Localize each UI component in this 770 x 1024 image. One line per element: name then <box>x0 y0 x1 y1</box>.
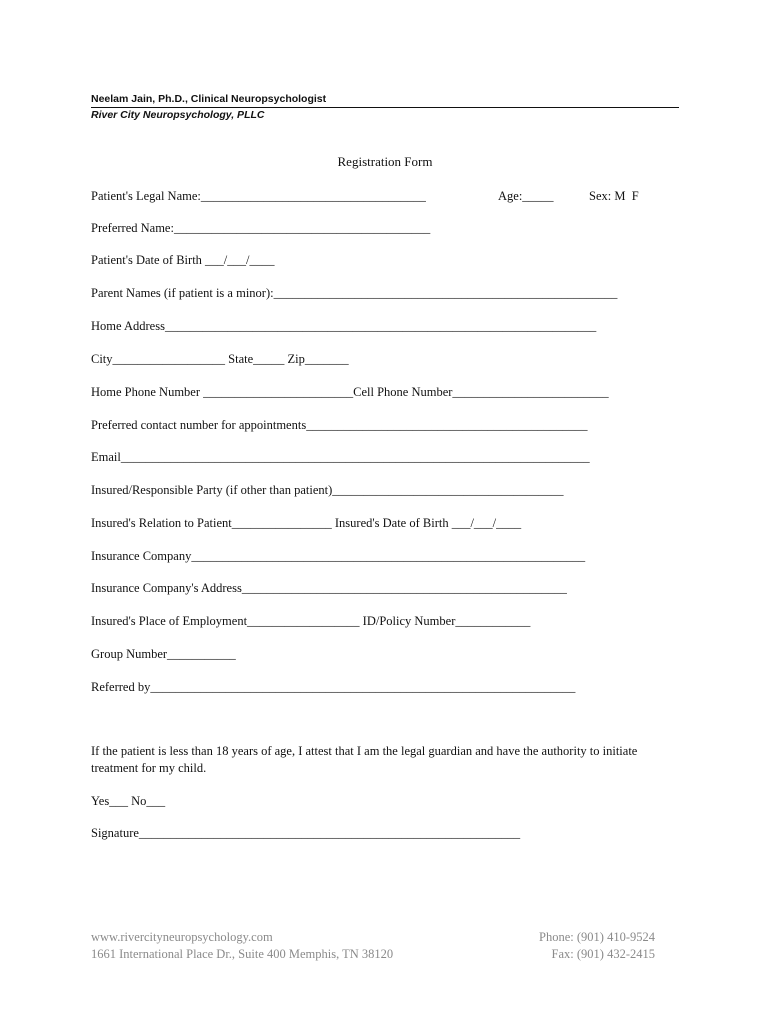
insured-party-field[interactable]: Insured/Responsible Party (if other than patient)_____________________________________ <box>91 483 564 497</box>
preferred-name-field[interactable]: Preferred Name:_________________________________________ <box>91 221 431 235</box>
website-link[interactable]: www.rivercityneuropsychology.com <box>91 930 273 944</box>
guardian-attestation: If the patient is less than 18 years of age, I attest that I am the legal guardian and have the authority to initiate treatment for my child. <box>91 744 638 775</box>
practice-name: River City Neuropsychology, PLLC <box>91 109 265 121</box>
footer-contact <box>91 929 393 963</box>
group-number-field[interactable]: Group Number___________ <box>91 647 236 661</box>
referred-by-field[interactable]: Referred by____________________________________________________________________ <box>91 680 576 694</box>
doctor-name: Neelam Jain, Ph.D., Clinical Neuropsychologist <box>91 93 679 108</box>
form-title: Registration Form <box>337 154 433 169</box>
footer-phones <box>539 929 655 963</box>
yes-no-field[interactable]: Yes___ No___ <box>91 794 166 808</box>
age-field[interactable]: Age:_____ <box>498 189 554 203</box>
fax-number: Fax: (901) 432-2415 <box>551 947 655 961</box>
parent-names-field[interactable]: Parent Names (if patient is a minor):_______________________________________________________ <box>91 286 618 300</box>
home-address-field[interactable]: Home Address_____________________________________________________________________ <box>91 319 597 333</box>
sex-field[interactable]: Sex: M F <box>589 189 639 203</box>
city-state-zip-field[interactable]: City__________________ State_____ Zip_______ <box>91 352 349 366</box>
dob-field[interactable]: Patient's Date of Birth ___/___/____ <box>91 253 275 267</box>
insurance-company-field[interactable]: Insurance Company_______________________________________________________________ <box>91 549 586 563</box>
insurance-address-field[interactable]: Insurance Company's Address____________________________________________________ <box>91 581 567 595</box>
phone-number: Phone: (901) 410-9524 <box>539 930 655 944</box>
signature-field[interactable]: Signature_____________________________________________________________ <box>91 826 521 840</box>
employment-policy-field[interactable]: Insured's Place of Employment__________________ ID/Policy Number____________ <box>91 614 531 628</box>
legal-name-field[interactable]: Patient's Legal Name:____________________________________ <box>91 189 426 203</box>
preferred-contact-field[interactable]: Preferred contact number for appointments_____________________________________________ <box>91 418 588 432</box>
email-field[interactable]: Email___________________________________________________________________________ <box>91 450 590 464</box>
insured-relation-field[interactable]: Insured's Relation to Patient________________ Insured's Date of Birth ___/___/____ <box>91 516 522 530</box>
phone-numbers-field[interactable]: Home Phone Number ________________________Cell Phone Number_________________________ <box>91 385 609 399</box>
letterhead <box>91 93 679 122</box>
street-address: 1661 International Place Dr., Suite 400 Memphis, TN 38120 <box>91 947 394 961</box>
